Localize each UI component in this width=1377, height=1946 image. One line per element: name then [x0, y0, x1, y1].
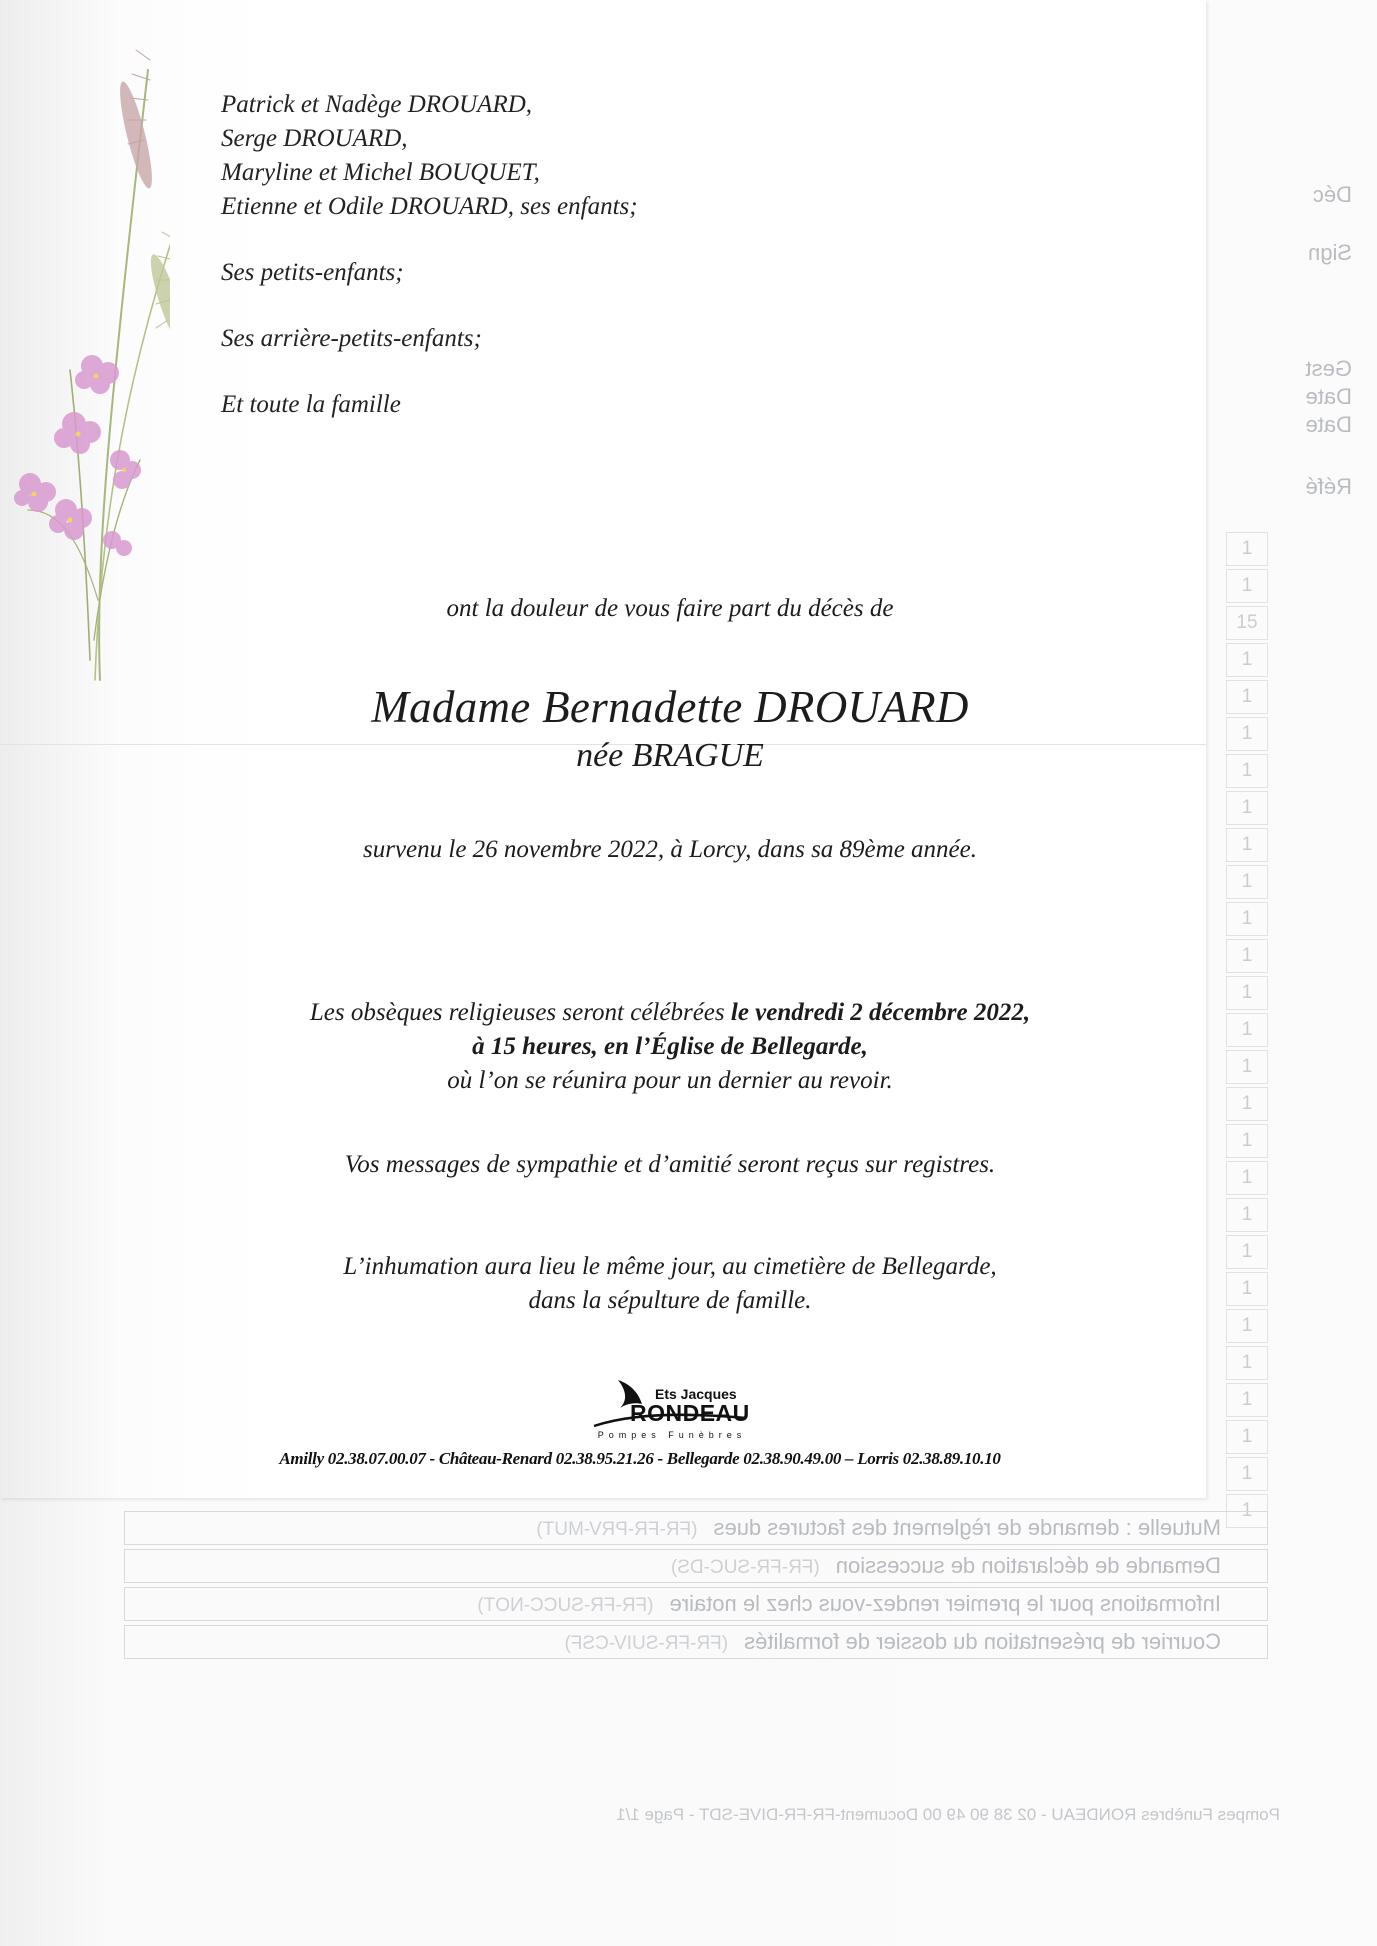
show-through-header-5: Date — [1305, 412, 1352, 437]
family-line: Patrick et Nadège DROUARD, — [221, 91, 533, 118]
funeral-home-contacts: Amilly 02.38.07.00.07 - Château-Renard 02.38.95.21.26 - Bellegarde 02.38.90.49.00 – Lorris 02.38.89.10.10 — [279, 1449, 1001, 1468]
grandchildren-line: Ses petits-enfants; — [221, 259, 404, 286]
show-through-footer: Pompes Funèbres RONDEAU - 02 38 90 49 00 Document-FR-FR-DIVE-SDT - Page 1/1 — [616, 1805, 1280, 1824]
ceremony-lead: Les obsèques religieuses seront célébrées — [309, 999, 731, 1026]
show-through-column-cell: 1 — [1226, 1309, 1268, 1343]
show-through-row — [124, 1587, 1268, 1621]
show-through-column-cell: 1 — [1226, 1494, 1268, 1528]
extended-family-line: Et toute la famille — [221, 391, 401, 418]
family-line: Serge DROUARD, — [221, 125, 408, 152]
family-line: Etienne et Odile DROUARD, ses enfants; — [221, 193, 638, 220]
show-through-column-cell: 15 — [1226, 606, 1268, 640]
ceremony-gathering: où l’on se réunira pour un dernier au revoir. — [447, 1067, 893, 1094]
show-through-column-cell: 1 — [1226, 902, 1268, 936]
announcement-intro: ont la douleur de vous faire part du décès de — [446, 595, 894, 622]
logo-main-text: RONDEAU — [630, 1400, 750, 1426]
ceremony-date: le vendredi 2 décembre 2022, — [730, 999, 1031, 1026]
show-through-row-ref: (FR-FR-SUCC-NOT) — [477, 1595, 654, 1616]
show-through-column-cell: 1 — [1226, 569, 1268, 603]
show-through-header-2: Sign — [1307, 240, 1352, 265]
show-through-column-cell: 1 — [1226, 828, 1268, 862]
show-through-column-cell: 1 — [1226, 939, 1268, 973]
show-through-column-cell: 1 — [1226, 1235, 1268, 1269]
show-through-column-cell: 1 — [1226, 643, 1268, 677]
show-through-row-text: Courrier de présentation du dossier de formalités — [744, 1629, 1221, 1654]
ceremony-details — [200, 996, 1140, 1098]
logo-sub-text: Pompes Funèbres — [597, 1430, 747, 1440]
show-through-column-cell: 1 — [1226, 1383, 1268, 1417]
show-through-column-cell: 1 — [1226, 865, 1268, 899]
burial-details — [200, 1250, 1140, 1318]
show-through-column-cell: 1 — [1226, 791, 1268, 825]
maiden-name: née BRAGUE — [576, 737, 764, 774]
ceremony-line-1 — [200, 996, 1140, 1030]
messages-note: Vos messages de sympathie et d’amitié seront reçus sur registres. — [344, 1151, 996, 1178]
show-through-column-cell: 1 — [1226, 1161, 1268, 1195]
show-through-row-ref: (FR-FR-SUIV-CSF) — [564, 1633, 729, 1654]
passing-details: survenu le 26 novembre 2022, à Lorcy, dans sa 89ème année. — [362, 836, 977, 863]
show-through-column-cell: 1 — [1226, 1013, 1268, 1047]
show-through-header-6: Réfé — [1305, 474, 1352, 499]
show-through-header-4: Date — [1305, 384, 1352, 409]
show-through-column-cell: 1 — [1226, 1457, 1268, 1491]
show-through-row-ref: (FR-FR-SUC-DS) — [670, 1557, 820, 1578]
show-through-row-ref: (FR-FR-PRV-MUT) — [536, 1519, 698, 1540]
ceremony-time-place: à 15 heures, en l’Église de Bellegarde, — [472, 1033, 868, 1060]
show-through-column-cell: 1 — [1226, 532, 1268, 566]
ceremony-line-2 — [200, 1030, 1140, 1064]
show-through-column-cell: 1 — [1226, 717, 1268, 751]
show-through-column-cell: 1 — [1226, 754, 1268, 788]
show-through-row — [124, 1625, 1268, 1659]
show-through-column-cell: 1 — [1226, 1346, 1268, 1380]
family-line: Maryline et Michel BOUQUET, — [221, 159, 540, 186]
show-through-row — [124, 1549, 1268, 1583]
burial-line-2: dans la sépulture de famille. — [528, 1287, 812, 1314]
show-through-column-cell: 1 — [1226, 1124, 1268, 1158]
show-through-row-text: Mutuelle : demande de règlement des factures dues — [713, 1515, 1221, 1540]
family-list — [221, 88, 638, 422]
show-through-column-cell: 1 — [1226, 1087, 1268, 1121]
show-through-header-3: Gest — [1305, 356, 1352, 381]
show-through-column-cell: 1 — [1226, 1420, 1268, 1454]
deceased-name: Madame Bernadette DROUARD — [371, 682, 969, 732]
great-grandchildren-line: Ses arrière-petits-enfants; — [221, 325, 482, 352]
show-through-column-cell: 1 — [1226, 1050, 1268, 1084]
show-through-row-text: Demande de déclaration de succession — [835, 1553, 1221, 1578]
logo-small-text: Ets Jacques — [655, 1386, 737, 1402]
show-through-header-1: Déc — [1312, 182, 1352, 207]
funeral-home-logo — [590, 1378, 750, 1450]
show-through-column-cell: 1 — [1226, 1198, 1268, 1232]
show-through-row-text: Informations pour le premier rendez-vous chez le notaire — [669, 1591, 1221, 1616]
show-through-column-cell: 1 — [1226, 1272, 1268, 1306]
show-through-row — [124, 1511, 1268, 1545]
show-through-column-cell: 1 — [1226, 976, 1268, 1010]
burial-line-1: L’inhumation aura lieu le même jour, au cimetière de Bellegarde, — [343, 1253, 997, 1280]
show-through-column-cell: 1 — [1226, 680, 1268, 714]
flower-illustration — [0, 40, 170, 700]
